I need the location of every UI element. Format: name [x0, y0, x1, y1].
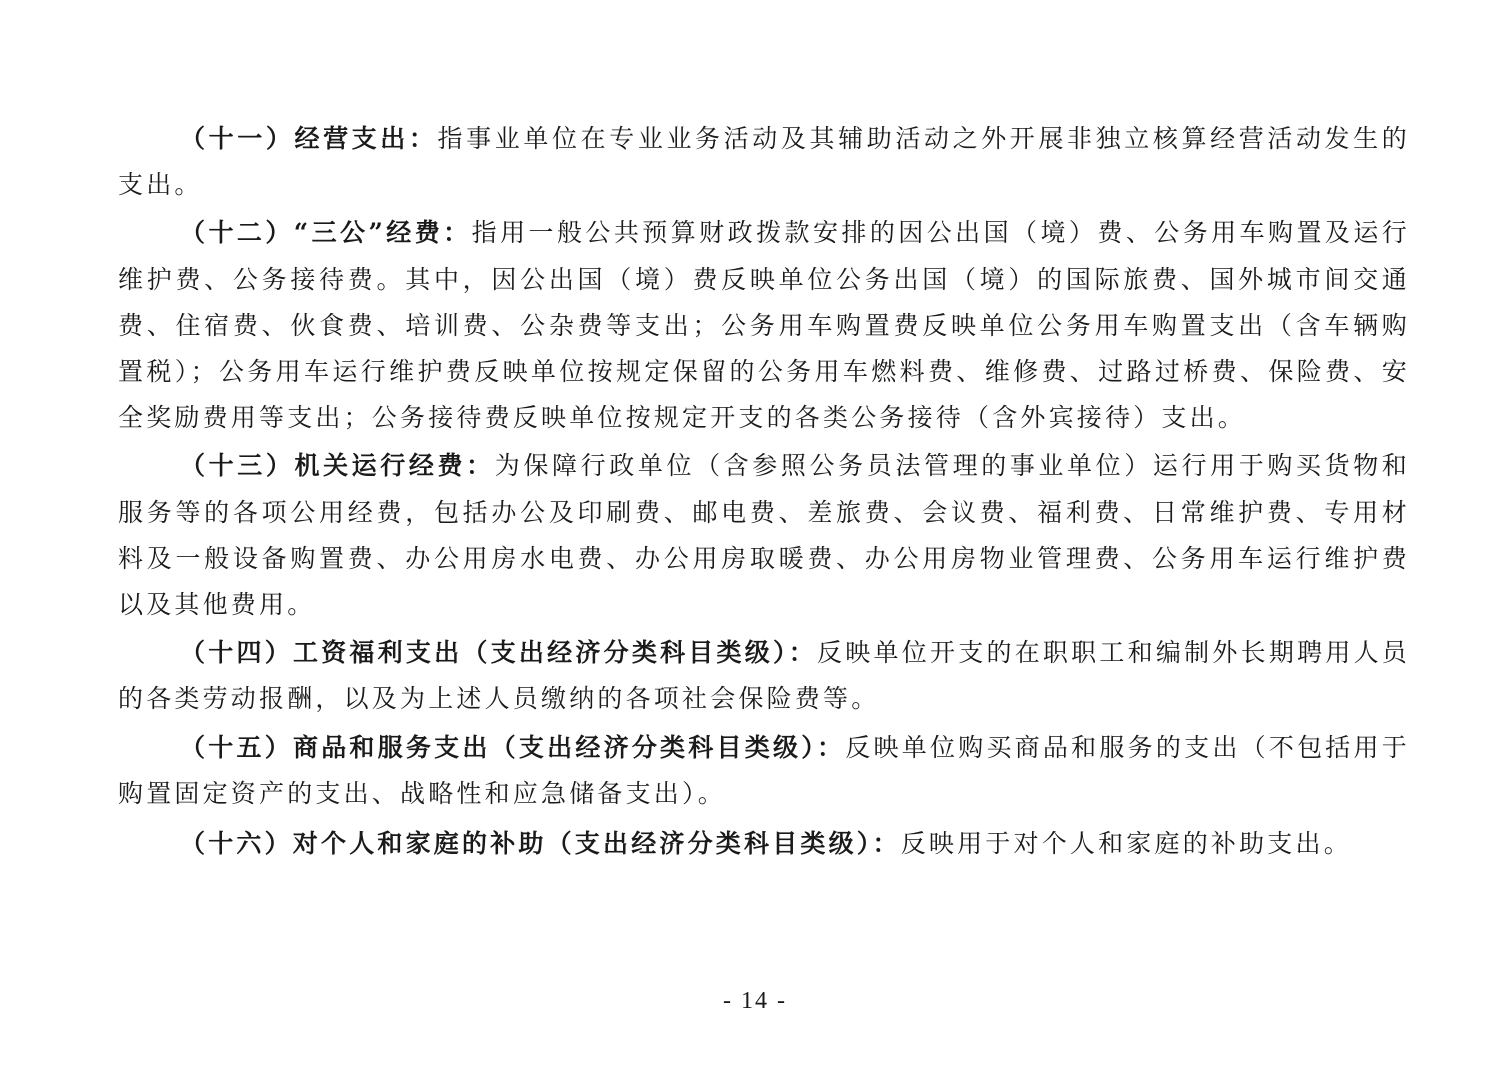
paragraph-text: 为保障行政单位（含参照公务员法管理的事业单位）运行用于购买货物和服务等的各项公用经费，包括办公及印刷费、邮电费、差旅费、会议费、福利费、日常维护费、专用材料及一般设备购置费、办公用房水电费、办公用房取暖费、办公用房物业管理费、公务用车运行维护费以及其他费用。: [118, 451, 1411, 620]
page-number: - 14 -: [723, 988, 787, 1014]
paragraph-heading: （十二）“三公”经费：: [180, 218, 472, 248]
paragraph-heading: （十五）商品和服务支出（支出经济分类科目类级）：: [180, 732, 846, 762]
paragraph-text: 反映单位购买商品和服务的支出（不包括用于购置固定资产的支出、战略性和应急储备支出）。: [118, 732, 1410, 808]
paragraph-heading: （十一）经营支出：: [180, 124, 438, 153]
paragraph-three-public-expenses: [118, 210, 1410, 441]
paragraph-heading: （十三）机关运行经费：: [180, 451, 495, 481]
paragraph-heading: （十四）工资福利支出（支出经济分类科目类级）：: [180, 638, 818, 668]
paragraph-text: 反映用于对个人和家庭的补助支出。: [900, 829, 1352, 859]
paragraph-heading: （十六）对个人和家庭的补助（支出经济分类科目类级）：: [180, 829, 901, 859]
paragraph-operating-expenditure: [118, 116, 1410, 208]
paragraph-text: 指事业单位在专业业务活动及其辅助活动之外开展非独立核算经营活动发生的支出。: [118, 124, 1410, 200]
paragraph-household-subsidies: [118, 821, 1410, 867]
paragraph-agency-operating-funds: [118, 443, 1410, 628]
paragraph-text: 指用一般公共预算财政拨款安排的因公出国（境）费、公务用车购置及运行维护费、公务接待费。其中，因公出国（境）费反映单位公务出国（境）的国际旅费、国外城市间交通费、住宿费、伙食费、培训费、公杂费等支出；公务用车购置费反映单位公务用车购置支出（含车辆购置税）；公务用车运行维护费反映单位按规定保留的公务用车燃料费、维修费、过路过桥费、保险费、安全奖励费用等支出；公务接待费反映单位按规定开支的各类公务接待（含外宾接待）支出。: [118, 218, 1410, 433]
paragraph-goods-services: [118, 725, 1410, 817]
paragraph-text: 反映单位开支的在职职工和编制外长期聘用人员的各类劳动报酬，以及为上述人员缴纳的各项社会保险费等。: [118, 638, 1411, 714]
document-body: [118, 116, 1410, 869]
paragraph-wages-welfare: [118, 630, 1410, 722]
